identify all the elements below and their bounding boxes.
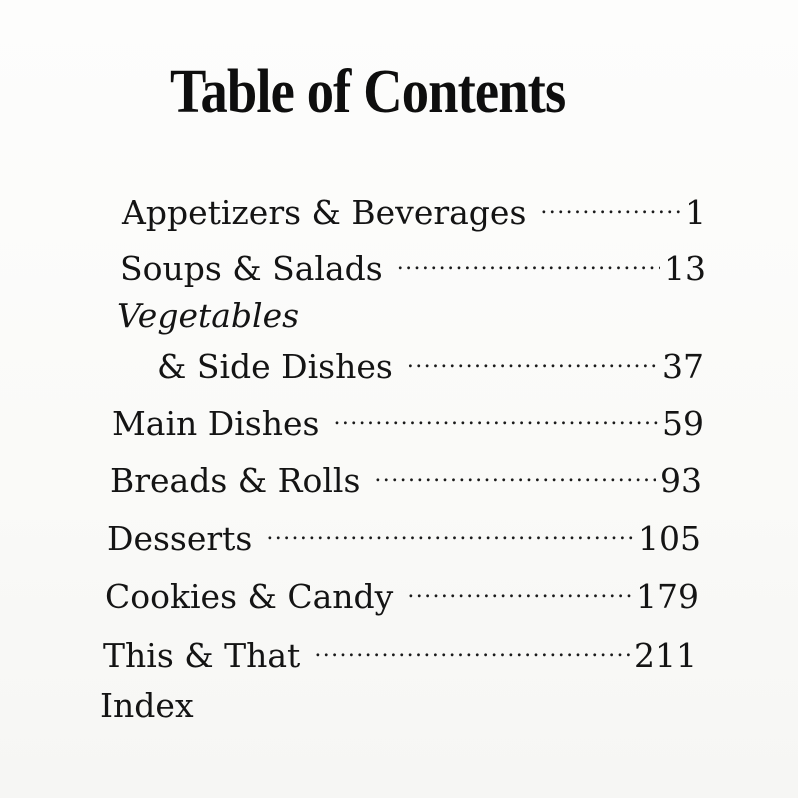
toc-entry-appetizers-beverages[interactable] (122, 184, 706, 232)
dot-leader (266, 510, 634, 550)
toc-entry-label: Main Dishes (112, 404, 320, 443)
dot-leader (397, 240, 660, 280)
toc-entry-label: Appetizers & Beverages (122, 193, 527, 232)
toc-entry-label: Breads & Rolls (110, 461, 361, 500)
dot-leader (333, 395, 658, 435)
dot-leader (540, 184, 681, 224)
toc-entry-page-number: 59 (662, 404, 704, 443)
toc-entry-this-that[interactable] (103, 627, 697, 675)
toc-entry-main-dishes[interactable] (112, 395, 704, 443)
toc-entry-page-number: 179 (636, 577, 699, 616)
toc-entry-soups-salads[interactable] (120, 240, 706, 288)
toc-entry-page-number: 37 (662, 347, 704, 386)
toc-entry-label: This & That (103, 636, 301, 675)
toc-entry-page-number: 105 (638, 519, 701, 558)
dot-leader (407, 568, 632, 608)
toc-entry-desserts[interactable] (107, 510, 701, 558)
toc-entry-index[interactable] (100, 686, 194, 726)
toc-entry-label: Desserts (107, 519, 253, 558)
toc-entry-page-number: 13 (664, 249, 706, 288)
dot-leader (314, 627, 630, 667)
toc-entry-label-line1: Vegetables (117, 296, 300, 335)
toc-entry-page-number: 93 (660, 461, 702, 500)
toc-entry-label: & Side Dishes (157, 347, 393, 386)
toc-entry-page-number: 211 (634, 636, 697, 675)
toc-entry-cookies-candy[interactable] (105, 568, 699, 616)
toc-entry-vegetables-side-dishes[interactable] (157, 338, 704, 386)
toc-entry-breads-rolls[interactable] (110, 452, 702, 500)
toc-entry-page-number: 1 (685, 193, 706, 232)
toc-entry-label: Index (100, 686, 194, 725)
toc-entry-label: Soups & Salads (120, 249, 383, 288)
page-title: Table of Contents (170, 58, 566, 126)
dot-leader (374, 452, 656, 492)
dot-leader (407, 338, 658, 378)
toc-entry-label: Cookies & Candy (105, 577, 394, 616)
